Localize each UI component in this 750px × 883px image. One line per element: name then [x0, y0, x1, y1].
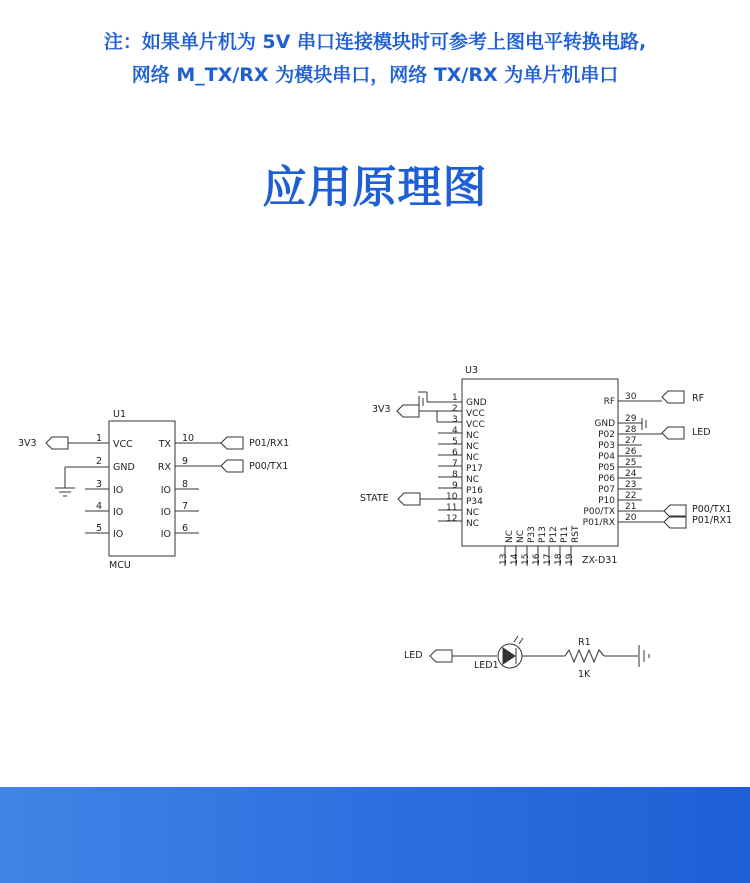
module-pin-num: 28: [625, 425, 637, 435]
mcu-pin-num: 10: [182, 433, 195, 444]
mcu-pin-name: IO: [160, 529, 171, 540]
module-pin-name: P00/TX: [583, 507, 615, 517]
module-pin-num: 29: [625, 414, 637, 424]
mcu-pin-name: IO: [160, 507, 171, 518]
module-pin-num: 3: [452, 415, 458, 425]
mcu-pin-num: 5: [96, 523, 103, 534]
mcu-3v3-port: [46, 437, 68, 449]
mcu-name: MCU: [109, 560, 131, 571]
mcu-pin-num: 1: [96, 433, 103, 444]
module-pin-num: 1: [452, 393, 458, 403]
mcu-pin-name: RX: [157, 462, 171, 473]
led-input-port: [430, 650, 452, 662]
module-pin-name: NC: [466, 442, 480, 452]
r1-resistor: [565, 650, 604, 662]
module-pin-name: P07: [598, 485, 615, 495]
module-port-p00tx1: [664, 505, 686, 517]
note-line-2: 网络 M_TX/RX 为模块串口，网络 TX/RX 为单片机串口: [131, 64, 619, 86]
mcu-pin-name: VCC: [113, 439, 133, 450]
module-pin-num: 17: [543, 553, 553, 565]
module-pin-num: 12: [446, 514, 458, 524]
module-pin-name: P04: [598, 452, 615, 462]
module-rf-label: RF: [692, 393, 705, 404]
mcu-pin-num: 8: [182, 479, 189, 490]
module-pin-num: 4: [452, 426, 458, 436]
mcu-pin-name: GND: [113, 462, 135, 473]
mcu-pin-name: IO: [113, 529, 124, 540]
mcu-port-p01rx1: [221, 437, 243, 449]
module-pin-num: 2: [452, 404, 458, 414]
module-pin-num: 27: [625, 436, 637, 446]
mcu-pin-num: 2: [96, 456, 103, 467]
module-pin-name: P16: [466, 486, 483, 496]
module-pin-name: P33: [527, 526, 537, 543]
mcu-net-label: P01/RX1: [249, 438, 290, 449]
module-pin-num: 21: [625, 502, 637, 512]
mcu-pin-name: IO: [113, 507, 124, 518]
module-pin-name: NC: [466, 508, 480, 518]
module-pin-num: 8: [452, 470, 458, 480]
mcu-net-label: P00/TX1: [249, 461, 289, 472]
note-line-1: 注：如果单片机为 5V 串口连接模块时可参考上图电平转换电路,: [103, 31, 647, 53]
module-pin-name: NC: [505, 529, 515, 543]
module-pin-name: VCC: [466, 420, 485, 430]
mcu-pin-num: 9: [182, 456, 189, 467]
module-pin-name: P11: [560, 526, 570, 543]
module-ref: U3: [465, 365, 478, 376]
module-led-port: [662, 427, 684, 439]
module-pin-name: VCC: [466, 409, 485, 419]
led-port-label: LED: [404, 650, 423, 661]
mcu-3v3-label: 3V3: [18, 438, 37, 449]
module-pin-name: P13: [538, 526, 548, 543]
module-led-label: LED: [692, 427, 711, 438]
module-name: ZX-D31: [582, 555, 618, 566]
module-pin-num: 25: [625, 458, 637, 468]
footer-banner: [0, 787, 750, 883]
mcu-pin-name: TX: [158, 439, 171, 450]
module-pin-num: 14: [510, 553, 520, 565]
module-pin-name: RST: [571, 525, 581, 543]
module-pin-num: 23: [625, 480, 637, 490]
module-pin-num: 24: [625, 469, 637, 479]
module-rf-port: [662, 391, 684, 403]
module-pin-name: NC: [466, 475, 480, 485]
module-pin-num: 16: [532, 553, 542, 565]
module-3v3-label: 3V3: [372, 404, 391, 415]
module-tx-label: P00/TX1: [692, 504, 732, 515]
mcu-ref: U1: [113, 409, 126, 420]
module-pin-name: P10: [598, 496, 615, 506]
module-pin-num: 7: [452, 459, 458, 469]
module-pin-name: GND: [466, 398, 487, 408]
mcu-pin-num: 4: [96, 501, 103, 512]
module-pin-num: 22: [625, 491, 637, 501]
module-pin-name: RF: [603, 397, 615, 407]
module-pin-name: P01/RX: [582, 518, 615, 528]
module-pin-num: 30: [625, 392, 637, 402]
mcu-port-p00tx1: [221, 460, 243, 472]
mcu-pin-num: 3: [96, 479, 103, 490]
module-state-port: [398, 493, 420, 505]
r1-ref: R1: [578, 637, 591, 648]
r1-value: 1K: [578, 669, 591, 680]
module-pin-name: NC: [466, 453, 480, 463]
module-pin-name: P05: [598, 463, 615, 473]
module-pin-name: NC: [516, 529, 526, 543]
module-rx-label: P01/RX1: [692, 515, 733, 526]
module-3v3-port: [397, 405, 419, 417]
module-pin-name: P17: [466, 464, 483, 474]
module-pin-name: P34: [466, 497, 483, 507]
led1-ref: LED1: [474, 660, 499, 671]
module-pin-name: P12: [549, 526, 559, 543]
module-pin-num: 19: [565, 553, 575, 565]
mcu-pin-name: IO: [113, 485, 124, 496]
module-pin-num: 10: [446, 492, 458, 502]
module-port-p01rx1: [664, 516, 686, 528]
module-pin-num: 18: [554, 553, 564, 565]
module-pin-num: 11: [446, 503, 458, 513]
module-pin-num: 20: [625, 513, 637, 523]
mcu-pin-name: IO: [160, 485, 171, 496]
module-pin-name: GND: [594, 419, 615, 429]
module-pin-num: 13: [499, 553, 509, 565]
mcu-pin-num: 6: [182, 523, 189, 534]
module-pin-num: 5: [452, 437, 458, 447]
module-pin-num: 15: [521, 553, 531, 565]
module-pin-num: 9: [452, 481, 458, 491]
module-state-label: STATE: [360, 493, 389, 504]
module-pin-name: NC: [466, 519, 480, 529]
module-pin-name: P02: [598, 430, 615, 440]
module-pin-name: P03: [598, 441, 615, 451]
page-title: 应用原理图: [262, 162, 488, 213]
module-pin-name: P06: [598, 474, 615, 484]
module-pin-num: 6: [452, 448, 458, 458]
module-pin-name: NC: [466, 431, 480, 441]
mcu-pin-num: 7: [182, 501, 189, 512]
module-pin-num: 26: [625, 447, 637, 457]
